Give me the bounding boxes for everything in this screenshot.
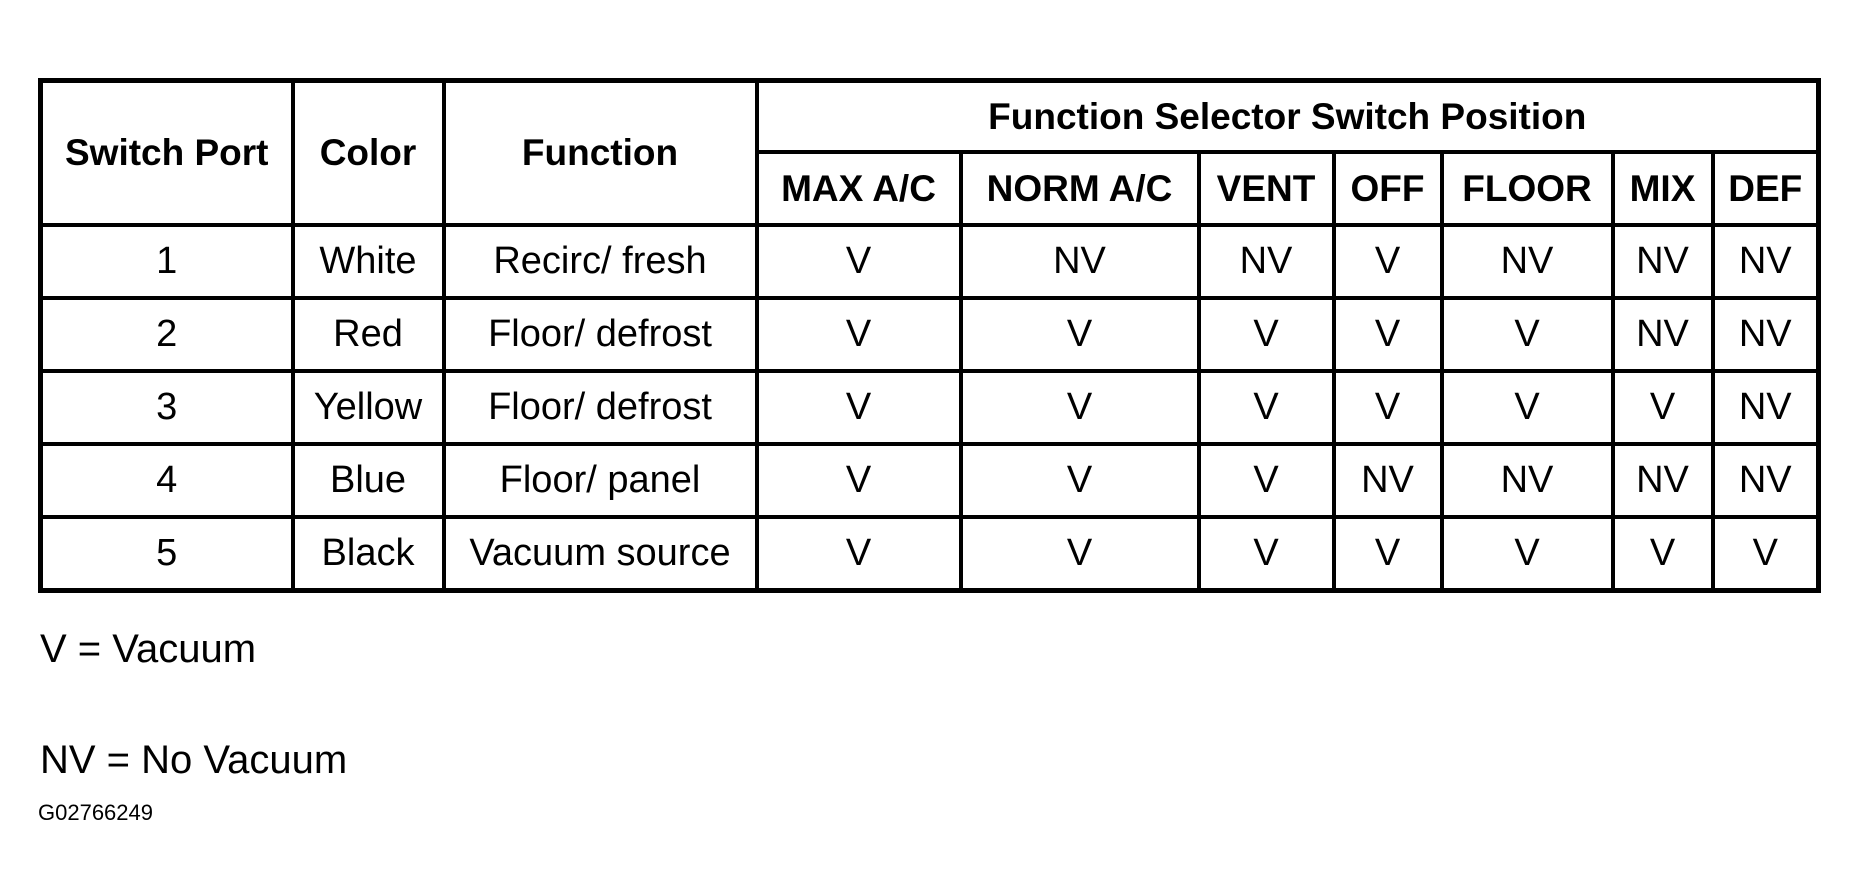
header-switch-port: Switch Port (41, 81, 293, 226)
vacuum-cell: V (961, 444, 1199, 517)
vacuum-cell: NV (1713, 225, 1819, 298)
header-row-group (41, 81, 1819, 153)
vacuum-cell: NV (1613, 225, 1713, 298)
vacuum-cell: V (1334, 517, 1442, 591)
table-row (41, 298, 1819, 371)
vacuum-cell: V (757, 371, 961, 444)
function-cell: Floor/ defrost (444, 298, 757, 371)
vacuum-cell: V (1334, 225, 1442, 298)
table-row (41, 371, 1819, 444)
port-cell: 1 (41, 225, 293, 298)
vacuum-cell: V (961, 517, 1199, 591)
vacuum-cell: V (757, 517, 961, 591)
vacuum-cell: V (1199, 517, 1334, 591)
header-position: OFF (1334, 152, 1442, 225)
function-cell: Floor/ defrost (444, 371, 757, 444)
header-position: VENT (1199, 152, 1334, 225)
vacuum-cell: NV (1713, 371, 1819, 444)
vacuum-cell: NV (961, 225, 1199, 298)
vacuum-cell: V (1334, 298, 1442, 371)
function-cell: Floor/ panel (444, 444, 757, 517)
vacuum-cell: NV (1334, 444, 1442, 517)
vacuum-cell: V (757, 444, 961, 517)
vacuum-cell: V (1613, 517, 1713, 591)
legend-vacuum: V = Vacuum (40, 627, 257, 671)
port-cell: 5 (41, 517, 293, 591)
header-position: NORM A/C (961, 152, 1199, 225)
port-cell: 4 (41, 444, 293, 517)
table-row (41, 517, 1819, 591)
header-color: Color (293, 81, 444, 226)
vacuum-cell: V (1334, 371, 1442, 444)
color-cell: Black (293, 517, 444, 591)
table-row (41, 225, 1819, 298)
vacuum-cell: V (757, 225, 961, 298)
vacuum-cell: V (961, 298, 1199, 371)
vacuum-cell: V (961, 371, 1199, 444)
port-cell: 2 (41, 298, 293, 371)
vacuum-cell: V (1199, 444, 1334, 517)
header-position: FLOOR (1442, 152, 1613, 225)
color-cell: Blue (293, 444, 444, 517)
vacuum-cell: V (1199, 371, 1334, 444)
vacuum-cell: V (1613, 371, 1713, 444)
vacuum-cell: V (1442, 298, 1613, 371)
header-function: Function (444, 81, 757, 226)
vacuum-cell: NV (1713, 444, 1819, 517)
vacuum-cell: NV (1442, 225, 1613, 298)
vacuum-cell: V (1442, 371, 1613, 444)
vacuum-cell: NV (1199, 225, 1334, 298)
vacuum-cell: V (1713, 517, 1819, 591)
function-cell: Vacuum source (444, 517, 757, 591)
header-position: DEF (1713, 152, 1819, 225)
color-cell: Yellow (293, 371, 444, 444)
vacuum-cell: NV (1613, 298, 1713, 371)
figure-id: G02766249 (38, 800, 153, 825)
header-switch-position-group: Function Selector Switch Position (757, 81, 1819, 153)
color-cell: White (293, 225, 444, 298)
vacuum-cell: NV (1613, 444, 1713, 517)
header-position: MIX (1613, 152, 1713, 225)
header-position: MAX A/C (757, 152, 961, 225)
vacuum-cell: V (757, 298, 961, 371)
function-cell: Recirc/ fresh (444, 225, 757, 298)
table-row (41, 444, 1819, 517)
vacuum-switch-table (38, 78, 1821, 593)
vacuum-cell: V (1442, 517, 1613, 591)
vacuum-cell: V (1199, 298, 1334, 371)
color-cell: Red (293, 298, 444, 371)
port-cell: 3 (41, 371, 293, 444)
legend-no-vacuum: NV = No Vacuum (40, 738, 348, 782)
vacuum-cell: NV (1442, 444, 1613, 517)
vacuum-cell: NV (1713, 298, 1819, 371)
